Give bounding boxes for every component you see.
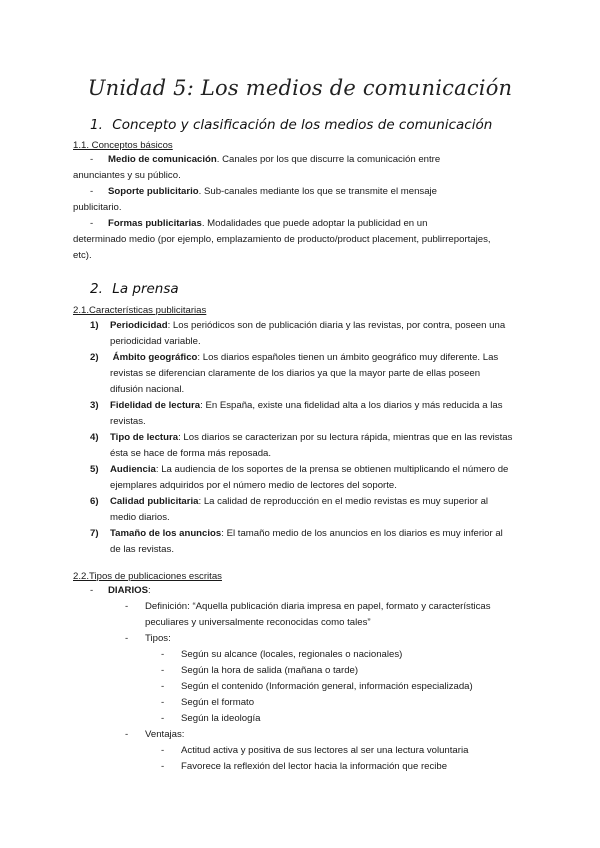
- definition-continuation: periodicidad variable.: [110, 336, 201, 347]
- dash-marker: -: [161, 745, 165, 756]
- tipo-text: Según su alcance (locales, regionales o nacionales): [181, 649, 403, 660]
- dash-marker: -: [90, 585, 94, 596]
- list-item: [90, 494, 530, 526]
- section-1-title: Concepto y clasificación de los medios de comunicación: [112, 117, 493, 133]
- list-item: [90, 430, 530, 462]
- list-item-continuation: [73, 615, 543, 631]
- subsection-1-1-heading: 1.1. Conceptos básicos: [73, 140, 173, 151]
- list-item: [73, 695, 543, 711]
- dash-marker: -: [90, 218, 94, 229]
- tipo-text: Según el formato: [181, 697, 255, 708]
- list-item: [90, 398, 530, 430]
- definition-continuation: peculiares y universalmente reconocidas como tales”: [145, 617, 371, 628]
- subsection-2-2-heading: 2.2.Tipos de publicaciones escritas: [73, 571, 222, 582]
- subsection-2-1-heading: 2.1.Características publicitarias: [73, 305, 207, 316]
- term: Formas publicitarias: [108, 218, 202, 229]
- definition-continuation: medio diarios.: [110, 512, 170, 523]
- section-2-title: La prensa: [112, 281, 179, 297]
- term: Medio de comunicación: [108, 154, 217, 165]
- list-item-tipos: [73, 631, 543, 647]
- dash-marker: -: [125, 729, 129, 740]
- list-item-continuation: publicitario.: [73, 202, 122, 213]
- list-item: [90, 350, 530, 398]
- list-item-continuation: etc).: [73, 250, 92, 261]
- dash-marker: -: [161, 665, 165, 676]
- definition-text: : Los diarios españoles tienen un ámbito geográfico muy diferente. Las: [197, 352, 499, 363]
- list-item: [73, 647, 543, 663]
- term: Periodicidad: [110, 320, 168, 331]
- list-item: [73, 663, 543, 679]
- definition-continuation: ejemplares adquiridos por el número medio de lectores del soporte.: [110, 480, 397, 491]
- term: Audiencia: [110, 464, 156, 475]
- term: Soporte publicitario: [108, 186, 199, 197]
- tipo-text: Según la hora de salida (mañana o tarde): [181, 665, 359, 676]
- section-2-number: 2.: [90, 281, 103, 297]
- list-item-ventajas: [73, 727, 543, 743]
- list-item-continuation: anunciantes y su público.: [73, 170, 181, 181]
- definition-continuation: de las revistas.: [110, 544, 174, 555]
- definition-text: : El tamaño medio de los anuncios en los diarios es muy inferior al: [221, 528, 503, 539]
- list-item: [73, 184, 533, 200]
- ventaja-text: Actitud activa y positiva de sus lectores al ser una lectura voluntaria: [181, 745, 469, 756]
- definition-text: . Canales por los que discurre la comunicación entre: [216, 154, 441, 165]
- definition-text: : La audiencia de los soportes de la prensa se obtienen multiplicando el número de: [155, 464, 509, 475]
- term: Tipo de lectura: [110, 432, 179, 443]
- item-number: 1): [90, 320, 99, 331]
- list-item: [73, 743, 543, 759]
- colon: :: [147, 585, 151, 596]
- term: DIARIOS: [108, 585, 148, 596]
- dash-marker: -: [125, 633, 129, 644]
- section-1-heading: [90, 116, 492, 134]
- list-item-continuation: determinado medio (por ejemplo, emplazamiento de producto/product placement, publirreportajes,: [73, 234, 491, 245]
- dash-marker: -: [161, 713, 165, 724]
- dash-marker: -: [161, 649, 165, 660]
- tipos-label: Tipos:: [145, 633, 171, 644]
- list-item: [73, 679, 543, 695]
- dash-marker: -: [161, 681, 165, 692]
- conceptos-list: [73, 152, 533, 264]
- definition-continuation: revistas se diferencian claramente de los diarios ya que la mayor parte de ellas poseen: [110, 368, 481, 379]
- tipo-text: Según la ideología: [181, 713, 261, 724]
- list-item: [73, 152, 533, 168]
- caracteristicas-list: [90, 318, 530, 558]
- ventajas-label: Ventajas:: [145, 729, 185, 740]
- definition-text: : En España, existe una fidelidad alta a los diarios y más reducida a las: [200, 400, 503, 411]
- item-number: 3): [90, 400, 99, 411]
- term: Ámbito geográfico: [112, 352, 198, 363]
- list-item: [90, 318, 530, 350]
- dash-marker: -: [161, 761, 165, 772]
- tipos-publicaciones-list: [73, 583, 543, 775]
- definition-text: : Los diarios se caracterizan por su lectura rápida, mientras que en las revistas: [178, 432, 513, 443]
- definition-continuation: difusión nacional.: [110, 384, 185, 395]
- definition-text: . Sub-canales mediante los que se transmite el mensaje: [198, 186, 437, 197]
- tipo-text: Según el contenido (Información general, información especializada): [181, 681, 473, 692]
- term: Fidelidad de lectura: [110, 400, 201, 411]
- page-title: Unidad 5: Los medios de comunicación: [87, 76, 513, 100]
- definition-text: Definición: “Aquella publicación diaria impresa en papel, formato y características: [145, 601, 491, 612]
- dash-marker: -: [90, 154, 94, 165]
- list-item: [90, 462, 530, 494]
- list-item: [73, 711, 543, 727]
- list-item-diarios: [73, 583, 543, 599]
- definition-text: . Modalidades que puede adoptar la publicidad en un: [201, 218, 428, 229]
- term: Calidad publicitaria: [110, 496, 199, 507]
- definition-text: : La calidad de reproducción en el medio revistas es muy superior al: [198, 496, 489, 507]
- definition-text: : Los periódicos son de publicación diaria y las revistas, por contra, poseen una: [167, 320, 506, 331]
- list-item: [73, 216, 533, 232]
- dash-marker: -: [161, 697, 165, 708]
- section-1-number: 1.: [90, 117, 103, 133]
- definition-continuation: ésta se hace de forma más reposada.: [110, 448, 272, 459]
- item-number: 7): [90, 528, 99, 539]
- list-item-definicion: [73, 599, 543, 615]
- dash-marker: -: [125, 601, 129, 612]
- list-item: [90, 526, 530, 558]
- definition-continuation: revistas.: [110, 416, 146, 427]
- term: Tamaño de los anuncios: [110, 528, 222, 539]
- list-item: [73, 759, 543, 775]
- dash-marker: -: [90, 186, 94, 197]
- item-number: 2): [90, 352, 99, 363]
- ventaja-text: Favorece la reflexión del lector hacia la información que recibe: [181, 761, 448, 772]
- item-number: 4): [90, 432, 99, 443]
- item-number: 5): [90, 464, 99, 475]
- section-2-heading: [90, 280, 179, 298]
- item-number: 6): [90, 496, 99, 507]
